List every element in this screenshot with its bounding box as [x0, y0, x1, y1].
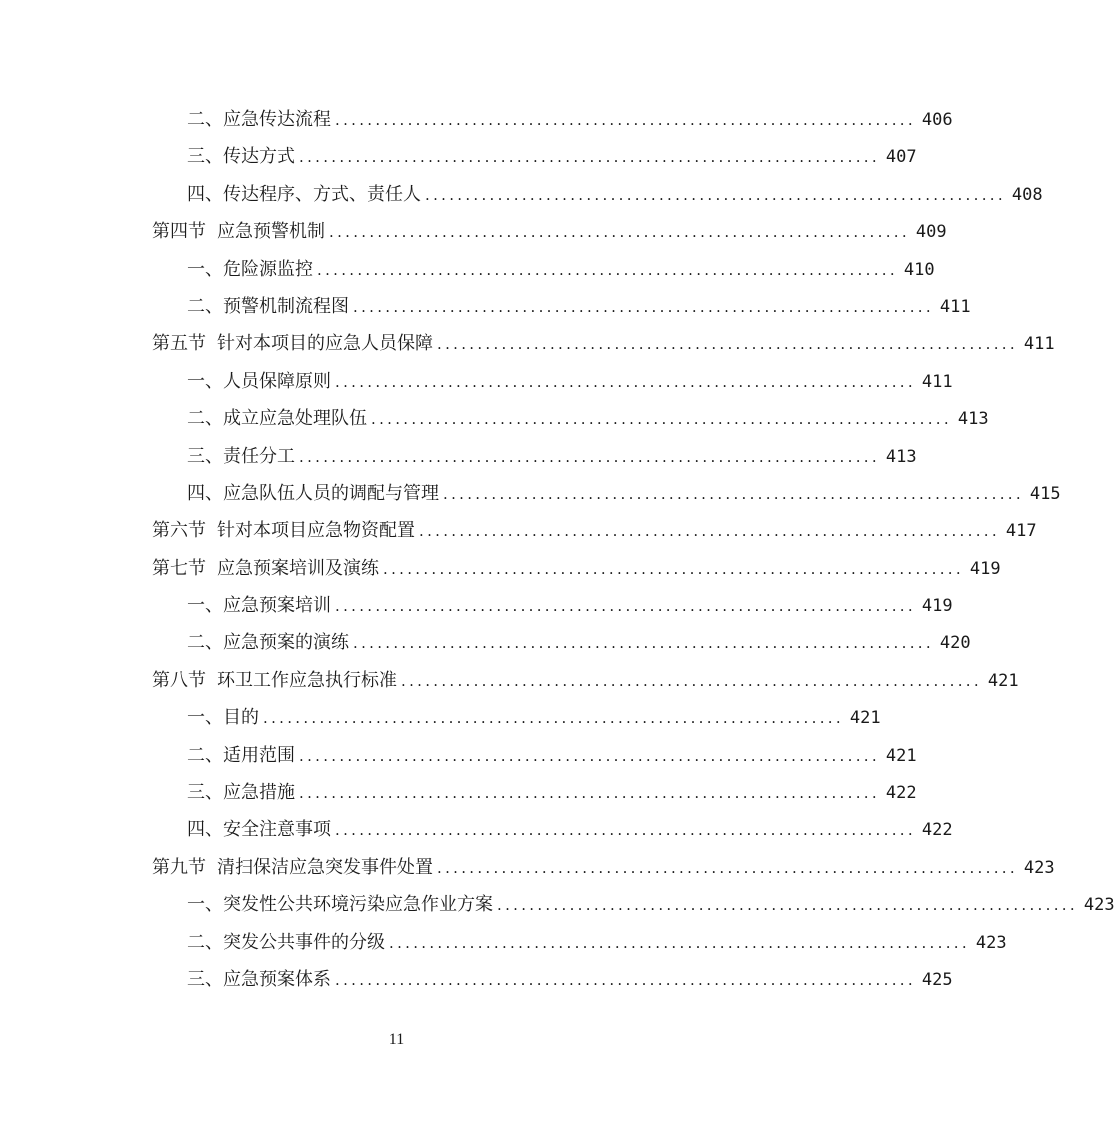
- toc-entry-title: 四、应急队伍人员的调配与管理: [187, 482, 439, 504]
- toc-entry-page: 425: [921, 969, 953, 990]
- toc-entry[interactable]: [152, 400, 989, 437]
- toc-entry-page: 415: [1029, 483, 1061, 504]
- toc-entry-title: 一、人员保障原则: [187, 370, 331, 392]
- toc-entry-page: 409: [915, 222, 947, 243]
- toc-section-number: 第四节: [152, 221, 206, 243]
- toc-entry[interactable]: [152, 101, 953, 138]
- toc-entry-page: 423: [1083, 895, 1115, 916]
- toc-entry-page: 407: [885, 147, 917, 168]
- toc-section-entry[interactable]: [152, 849, 1055, 886]
- toc-leader-dots: ........................................................................: [371, 410, 952, 429]
- toc-entry[interactable]: [152, 475, 1061, 512]
- toc-entry[interactable]: [152, 176, 1043, 213]
- toc-entry-page: 421: [885, 745, 917, 766]
- toc-section-title: 针对本项目的应急人员保障: [217, 333, 433, 355]
- toc-entry-title: 一、目的: [187, 707, 259, 729]
- toc-entry-page: 422: [885, 783, 917, 804]
- toc-entry-page: 410: [903, 259, 935, 280]
- toc-section-entry[interactable]: [152, 213, 947, 250]
- toc-leader-dots: ........................................................................: [335, 821, 916, 840]
- toc-entry-title: [152, 662, 397, 699]
- toc-section-entry[interactable]: [152, 512, 1037, 549]
- toc-section-title: 环卫工作应急执行标准: [217, 669, 397, 691]
- toc-entry[interactable]: [152, 138, 917, 175]
- toc-entry[interactable]: [152, 587, 953, 624]
- toc-entry[interactable]: [152, 624, 971, 661]
- toc-leader-dots: ........................................................................: [425, 185, 1006, 204]
- toc-entry-page: 421: [849, 708, 881, 729]
- toc-entry-page: 422: [921, 820, 953, 841]
- toc-leader-dots: ........................................................................: [419, 522, 1000, 541]
- toc-leader-dots: ........................................................................: [389, 933, 970, 952]
- toc-section-entry[interactable]: [152, 550, 1001, 587]
- toc-entry-page: 420: [939, 633, 971, 654]
- toc-section-number: 第七节: [152, 557, 206, 579]
- toc-leader-dots: ........................................................................: [335, 372, 916, 391]
- toc-entry-title: 三、责任分工: [187, 445, 295, 467]
- toc-section-number: 第九节: [152, 856, 206, 878]
- toc-entry-title: 三、传达方式: [187, 146, 295, 168]
- toc-entry-title: 二、突发公共事件的分级: [187, 931, 385, 953]
- toc-entry-page: 411: [1023, 334, 1055, 355]
- toc-entry[interactable]: [152, 774, 917, 811]
- toc-entry[interactable]: [152, 886, 1115, 923]
- toc-entry-page: 408: [1011, 184, 1043, 205]
- toc-leader-dots: ........................................................................: [335, 970, 916, 989]
- toc-entry[interactable]: [152, 251, 935, 288]
- toc-entry-page: 411: [939, 296, 971, 317]
- toc-entry-page: 423: [975, 932, 1007, 953]
- toc-entry-title: 二、适用范围: [187, 744, 295, 766]
- toc-entry-title: 三、应急措施: [187, 782, 295, 804]
- toc-section-entry[interactable]: [152, 662, 1019, 699]
- page-number: 11: [388, 1031, 405, 1048]
- toc-entry[interactable]: [152, 288, 971, 325]
- toc-leader-dots: ........................................................................: [299, 784, 880, 803]
- toc-entry-page: 411: [921, 371, 953, 392]
- toc-entry-title: 二、应急传达流程: [187, 109, 331, 130]
- toc-entry[interactable]: [152, 961, 953, 998]
- toc-section-title: 清扫保洁应急突发事件处置: [217, 856, 433, 878]
- toc-section-number: 第八节: [152, 669, 206, 691]
- toc-section-number: 第六节: [152, 520, 206, 542]
- toc-entry-page: 421: [987, 670, 1019, 691]
- toc-entry[interactable]: [152, 811, 953, 848]
- toc-entry[interactable]: [152, 924, 1007, 961]
- toc-entry[interactable]: [152, 737, 917, 774]
- toc-leader-dots: ........................................................................: [335, 111, 916, 129]
- toc-entry-title: [152, 512, 415, 549]
- toc-leader-dots: ........................................................................: [299, 148, 880, 167]
- toc-leader-dots: ........................................................................: [443, 484, 1024, 503]
- toc-leader-dots: ........................................................................: [383, 559, 964, 578]
- toc-section-title: 应急预案培训及演练: [217, 557, 379, 579]
- toc-leader-dots: ........................................................................: [329, 223, 910, 242]
- toc-leader-dots: ........................................................................: [299, 447, 880, 466]
- toc-leader-dots: ........................................................................: [437, 858, 1018, 877]
- toc-entry[interactable]: [152, 363, 953, 400]
- toc-leader-dots: ........................................................................: [353, 634, 934, 653]
- toc-entry-title: 二、成立应急处理队伍: [187, 408, 367, 430]
- toc-entry-title: 四、安全注意事项: [187, 819, 331, 841]
- table-of-contents: [152, 101, 1115, 998]
- toc-entry-page: 413: [885, 446, 917, 467]
- toc-entry-title: 四、传达程序、方式、责任人: [187, 183, 421, 205]
- toc-entry-title: [152, 550, 379, 587]
- toc-entry-title: 三、应急预案体系: [187, 968, 331, 990]
- toc-entry-page: 417: [1005, 521, 1037, 542]
- toc-entry[interactable]: [152, 699, 881, 736]
- toc-entry-title: 一、应急预案培训: [187, 595, 331, 617]
- toc-entry-title: [152, 213, 325, 250]
- toc-leader-dots: ........................................................................: [299, 746, 880, 765]
- toc-entry-page: 423: [1023, 857, 1055, 878]
- toc-entry-title: 一、危险源监控: [187, 258, 313, 280]
- toc-entry-title: [152, 849, 433, 886]
- toc-section-number: 第五节: [152, 333, 206, 355]
- toc-entry-title: 二、预警机制流程图: [187, 295, 349, 317]
- toc-entry-page: 413: [957, 409, 989, 430]
- toc-leader-dots: ........................................................................: [353, 297, 934, 316]
- toc-entry-title: 二、应急预案的演练: [187, 632, 349, 654]
- toc-entry-title: [152, 325, 433, 362]
- toc-entry-page: 406: [921, 110, 953, 130]
- toc-leader-dots: ........................................................................: [497, 896, 1078, 915]
- toc-entry-title: 一、突发性公共环境污染应急作业方案: [187, 894, 493, 916]
- toc-leader-dots: ........................................................................: [437, 335, 1018, 354]
- toc-section-entry[interactable]: [152, 325, 1055, 362]
- toc-entry[interactable]: [152, 438, 917, 475]
- toc-entry-page: 419: [921, 596, 953, 617]
- toc-leader-dots: ........................................................................: [263, 709, 844, 728]
- toc-section-title: 针对本项目应急物资配置: [217, 520, 415, 542]
- toc-leader-dots: ........................................................................: [317, 260, 898, 279]
- toc-entry-page: 419: [969, 558, 1001, 579]
- toc-section-title: 应急预警机制: [217, 221, 325, 243]
- toc-leader-dots: ........................................................................: [401, 671, 982, 690]
- toc-leader-dots: ........................................................................: [335, 597, 916, 616]
